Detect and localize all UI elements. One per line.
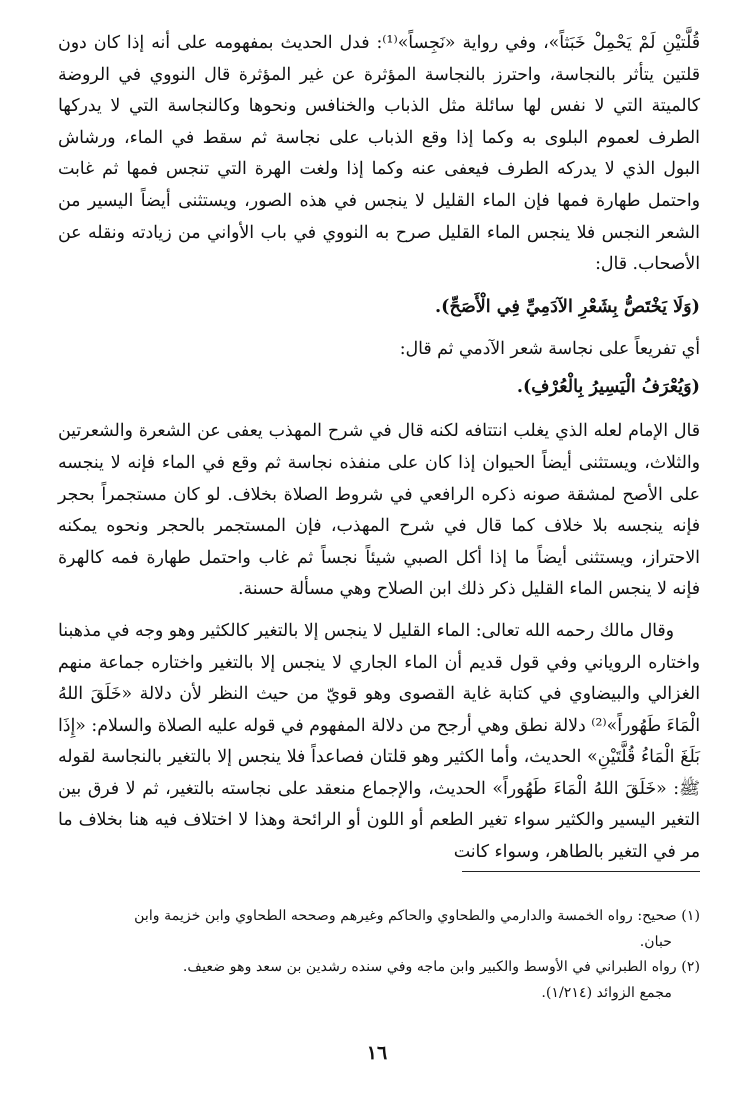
commentary-line: أي تفريعاً على نجاسة شعر الآدمي ثم قال: <box>399 338 700 359</box>
main-text <box>58 28 700 869</box>
paragraph-1: قُلَّتيْنِ لَمْ يَحْمِلْ خَبَثاً»، وفي رواية «نَجِساً»⁽¹⁾: فدل الحديث بمفهومه على أنه إذا كان دون قلتين يتأثر بالنجاسة، واحترز بالنجاسة المؤثرة عن غير المؤثرة قال النووي في الروضة كالميتة التي لا نفس لها سائلة مثل الذباب والخنافس ونحوها وكالنجاسة التي لا يدركها الطرف لعموم البلوى به وكما إذا وقع الذباب على نجاسة ثم سقط في الماء، ورشاش البول الذي لا يدركه الطرف فيعفى عنه وكما إذا ولغت الهرة التي تنجس فمها ثم غابت واحتمل طهارة فمها فإن الماء القليل لا ينجس في هذه الصور، ويستثنى أيضاً اليسير من الشعر النجس فلا ينجس الماء القليل صرح به النووي في باب الأواني من زيادته ونقله عن الأصحاب. قال: <box>58 33 700 275</box>
footnote-2-continuation: مجمع الزوائد (١/٢١٤). <box>541 984 672 1001</box>
page-number: ١٦ <box>366 1042 388 1064</box>
footnotes <box>58 904 700 1006</box>
footnote-1-continuation: حبان. <box>639 933 672 950</box>
matn-quote-2: (وَيُعْرَفُ الْيَسِيرُ بِالْعُرْفِ). <box>516 376 700 398</box>
footnote-1: (١) صحيح: رواه الخمسة والدارمي والطحاوي والحاكم وغيرهم وصححه الطحاوي وابن خزيمة وابن <box>134 908 700 924</box>
paragraph-2: قال الإمام لعله الذي يغلب انتتافه لكنه قال في شرح المهذب يعفى عن الشعرة والشعرتين والثلاث، ويستثنى أيضاً الحيوان إذا كان على منفذه نجاسة ثم وقع في الماء فإنه لا ينجسه على الأصح لمشقة صونه ذكره الرافعي في شروط الصلاة بخلاف. لو كان مستجمراً بحجر فإنه ينجسه بلا خلاف كما قال في شرح المهذب، فإن المستجمر بالحجر ونحوه يمكنه الاحتراز، ويستثنى أيضاً ما إذا أكل الصبي شيئاً نجساً ثم غاب واحتمل طهارة فمه كالهرة فإنه لا ينجس الماء القليل ذكر ذلك ابن الصلاح وهي مسألة حسنة. <box>58 421 700 600</box>
footnote-2: (٢) رواه الطبراني في الأوسط والكبير وابن ماجه وفي سنده رشدين بن سعد وهو ضعيف. <box>182 959 700 975</box>
matn-quote-1: (وَلَا يَخْتَصُّ بِشَعْرِ الآدَمِيِّ فِي الْأَصَحِّ). <box>435 295 700 317</box>
footnote-separator <box>462 871 700 872</box>
paragraph-3: وقال مالك رحمه الله تعالى: الماء القليل لا ينجس إلا بالتغير كالكثير وهو وجه في مذهبنا واختاره الروياني وفي قول قديم أن الماء الجاري لا ينجس إلا بالتغير واختاره جماعة منهم الغزالي والبيضاوي في كتابة غاية القصوى وهو قويّ من حيث النظر لأن دلالة «خَلَقَ اللهُ الْمَاءَ طَهُوراً»⁽²⁾ دلالة نطق وهي أرجح من دلالة المفهوم في قوله عليه الصلاة والسلام: «إِذَا بَلَغَ الْمَاءُ قُلَّتَيْنِ» الحديث، وأما الكثير وهو قلتان فصاعداً فلا ينجس إلا بالتغير بالنجاسة لقوله ﷺ: «خَلَقَ اللهُ الْمَاءَ طَهُوراً» الحديث، والإجماع منعقد على نجاسته بالتغير، ثم لا فرق بين التغير اليسير والكثير سواء تغير الطعم أو اللون أو الرائحة وهذا لا اختلاف فيه هنا بخلاف ما مر في التغير بالطاهر، وسواء كانت <box>58 620 700 863</box>
